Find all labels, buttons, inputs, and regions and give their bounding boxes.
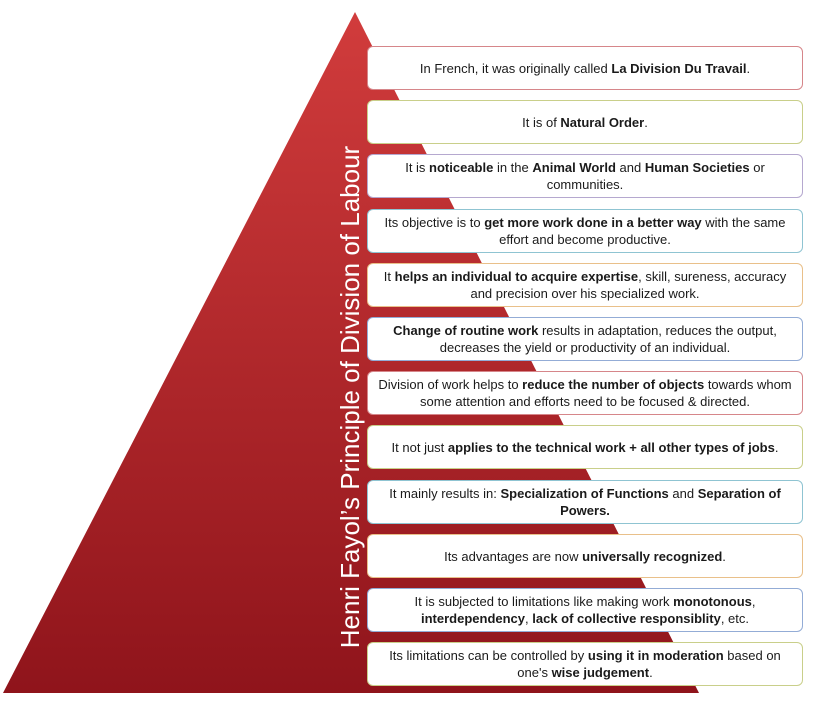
principle-box xyxy=(367,209,803,253)
plain-text: It is subjected to limitations like making work xyxy=(414,594,674,609)
emphasis-text: Animal World xyxy=(532,160,616,175)
principle-text xyxy=(522,114,648,131)
principle-text xyxy=(376,214,794,248)
principle-box xyxy=(367,371,803,415)
emphasis-text: interdependency xyxy=(420,611,526,626)
principle-text xyxy=(376,485,794,519)
principle-text xyxy=(420,60,750,77)
emphasis-text: Natural Order xyxy=(560,114,645,130)
plain-text: with the same effort and become productive. xyxy=(499,215,786,247)
principle-box xyxy=(367,154,803,198)
principle-box xyxy=(367,263,803,307)
plain-text: . xyxy=(644,114,648,130)
emphasis-text: Human Societies xyxy=(644,160,750,175)
emphasis-text: get more work done in a better way xyxy=(484,215,702,230)
principle-box xyxy=(367,480,803,524)
emphasis-text: Separation of Powers. xyxy=(560,486,781,518)
principle-text xyxy=(376,647,794,681)
plain-text: and xyxy=(668,486,698,501)
emphasis-text: helps an individual to acquire expertise xyxy=(394,269,639,284)
principle-box xyxy=(367,534,803,578)
plain-text: in the xyxy=(493,160,533,175)
plain-text: towards whom some attention and efforts need to be focused & directed. xyxy=(419,377,792,409)
plain-text: It xyxy=(383,269,395,284)
principle-box xyxy=(367,425,803,469)
principle-text xyxy=(376,593,794,627)
plain-text: . xyxy=(746,60,751,76)
plain-text: In French, it was originally called xyxy=(419,60,612,76)
plain-text: , skill, sureness, accuracy and precision over his specialized work. xyxy=(470,269,787,301)
emphasis-text: applies to the technical work + all other types of jobs xyxy=(447,439,775,455)
plain-text: It is xyxy=(405,160,430,175)
principle-box xyxy=(367,642,803,686)
plain-text: Its objective is to xyxy=(384,215,485,230)
plain-text: Its limitations can be controlled by xyxy=(389,648,588,663)
plain-text: Division of work helps to xyxy=(378,377,523,392)
plain-text: and xyxy=(615,160,645,175)
emphasis-text: lack of collective responsiblity xyxy=(532,611,721,626)
plain-text: . xyxy=(649,665,653,680)
principle-text xyxy=(376,268,794,302)
emphasis-text: universally recognized xyxy=(582,548,723,564)
emphasis-text: monotonous xyxy=(673,594,752,609)
emphasis-text: wise judgement xyxy=(551,665,650,680)
principle-box xyxy=(367,317,803,361)
emphasis-text: reduce the number of objects xyxy=(522,377,705,392)
plain-text: results in adaptation, reduces the output, decreases the yield or productivity of an individual. xyxy=(439,323,777,355)
principle-text xyxy=(392,439,779,456)
plain-text: , xyxy=(751,594,756,609)
plain-text: Its advantages are now xyxy=(444,548,583,564)
emphasis-text: Specialization of Functions xyxy=(500,486,669,501)
principle-box xyxy=(367,46,803,90)
plain-text: It mainly results in: xyxy=(389,486,501,501)
principle-text xyxy=(376,159,794,193)
plain-text: . xyxy=(774,439,779,455)
principle-box xyxy=(367,100,803,144)
plain-text: It is of xyxy=(522,114,561,130)
plain-text: , xyxy=(525,611,533,626)
principle-box xyxy=(367,588,803,632)
emphasis-text: Change of routine work xyxy=(393,323,539,338)
emphasis-text: using it in moderation xyxy=(587,648,724,663)
plain-text: . xyxy=(722,548,726,564)
principle-text xyxy=(444,548,726,565)
emphasis-text: La Division Du Travail xyxy=(611,60,747,76)
plain-text: , etc. xyxy=(720,611,750,626)
principle-text xyxy=(376,322,794,356)
plain-text: based on one's xyxy=(517,648,781,680)
pyramid-title: Henri Fayol’s Principle of Division of Labour xyxy=(335,145,365,649)
principle-text xyxy=(376,376,794,410)
emphasis-text: noticeable xyxy=(429,160,494,175)
plain-text: or communities. xyxy=(546,160,765,192)
plain-text: It not just xyxy=(391,439,448,455)
